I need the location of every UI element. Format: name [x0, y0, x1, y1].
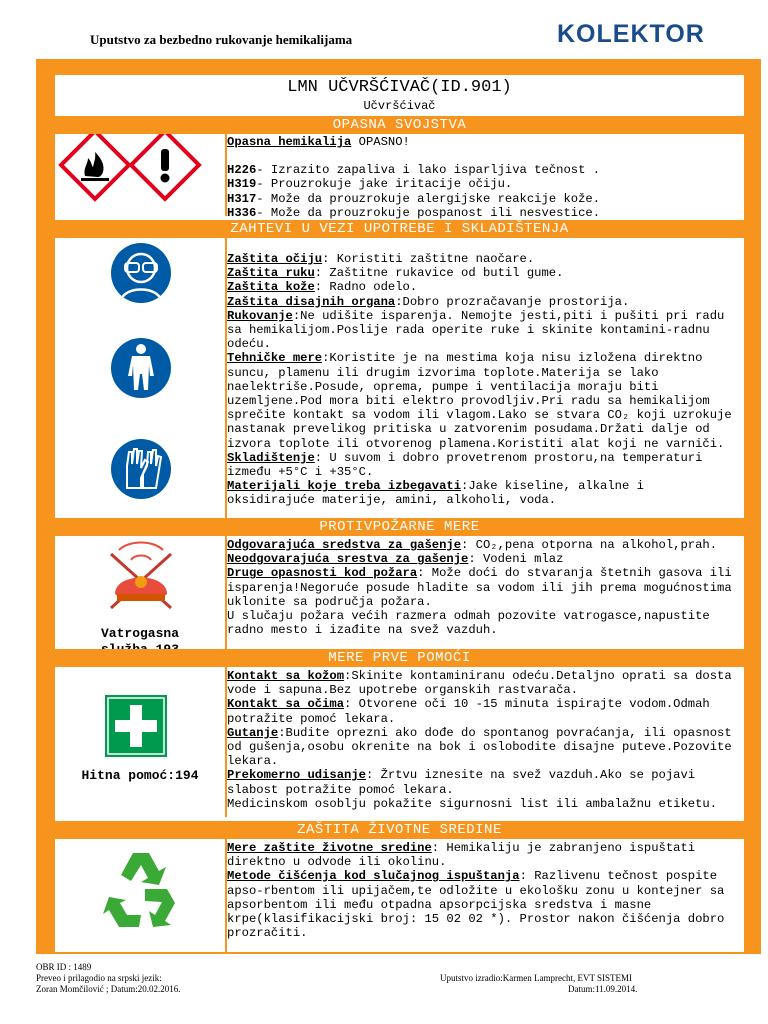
- first-aid-icon-panel: [55, 667, 227, 817]
- usage-section-title: ZAHTEVI U VEZI UPOTREBE I SKLADIŠTENJA: [55, 220, 744, 238]
- hazards-icons: [55, 134, 227, 216]
- usage-icons: [55, 238, 227, 518]
- fire-icon-panel: [55, 536, 227, 662]
- product-subtitle: Učvršćivač: [363, 99, 436, 113]
- protective-clothing-icon: [111, 338, 171, 398]
- recycle-icon: [103, 853, 175, 927]
- kolektor-logo: [557, 18, 747, 48]
- first-aid-item: Medicinskom osoblju pokažite sigurnosni list ili ambalažnu etiketu.: [227, 796, 718, 811]
- gloves-icon: [111, 439, 171, 499]
- footer-author: Uputstvo izradio:Karmen Lamprecht, EVT SISTEMI: [440, 973, 633, 983]
- document-title: Uputstvo za bezbedno rukovanje hemikalijama: [90, 32, 353, 47]
- hazard-statement: H226- Izrazito zapaliva i lako isparljiva tečnost .: [227, 163, 601, 178]
- exclamation-pictogram-icon: [131, 134, 199, 199]
- hazard-statement: H317- Može da prouzrokuje alergijske reakcije kože.: [227, 191, 601, 206]
- environment-item: Mere zaštite životne sredine: Hemikaliju je zabranjeno ispuštati direktno u odvode ili okolinu.: [227, 841, 696, 870]
- usage-item: Zaštita disajnih organa:Dobro prozračavanje prostorija.: [227, 294, 630, 309]
- safety-sheet-frame: [36, 59, 761, 954]
- first-aid-text: [227, 669, 737, 811]
- first-aid-section-title: MERE PRVE POMOĆI: [55, 649, 744, 667]
- first-aid-item: Prekomerno udisanje: Žrtvu iznesite na svež vazduh.Ako se pojavi slabost potražite pomoć lekara.: [227, 768, 696, 797]
- fire-text: [227, 538, 737, 637]
- footer-obr-id: OBR ID : 1489: [36, 962, 92, 972]
- footer-translator-date: Zoran Momčilović ; Datum:20.02.2016.: [36, 984, 181, 994]
- first-aid-item: Kontakt sa kožom:Skinite kontaminiranu odeću.Detaljno oprati sa dosta vode i sapuna.Bez upotrebe organskih rastvarača.: [227, 669, 732, 698]
- usage-item: Zaštita očiju: Koristiti zaštitne naočare.: [227, 252, 535, 266]
- usage-text: [227, 252, 737, 508]
- logo-text: KOLEKTOR: [557, 20, 705, 48]
- environment-item: Metode čišćenja kod slučajnog ispuštanja: Razlivenu tečnost pospite apso-rbentom ili upijačem,te odložite u ekološku zonu u kontejner sa apsorbentom ili među otpadna apsorpcijska sredstva i masne krpe(klasifikacijski broj: 15 02 02 *). Prostor nakon čišćenja dobro prozračiti.: [227, 869, 725, 941]
- fire-section-title: PROTIVPOŽARNE MERE: [55, 518, 744, 536]
- hazard-statement: H319- Prouzrokuje jake iritacije očiju.: [227, 177, 513, 192]
- firefighter-emblem-icon: [111, 543, 171, 609]
- environment-text: [227, 841, 737, 940]
- footer-translated-by: Preveo i prilagodio na srpski jezik:: [36, 973, 162, 983]
- hazards-text: [227, 135, 737, 220]
- flame-pictogram-icon: [61, 134, 129, 199]
- fire-service-label: Vatrogasna: [100, 626, 179, 641]
- usage-item: Zaštita kože: Radno odelo.: [227, 280, 418, 295]
- signal-line: [227, 135, 737, 149]
- fire-item: Druge opasnosti kod požara: Može doći do stvaranja štetnih gasova ili isparenja!Negoruće posude hladite sa vodom ili jih prema mogućnostima uklonite sa područja požara.: [227, 566, 732, 609]
- safety-sheet-body: [55, 75, 744, 952]
- environment-icon-panel: [55, 839, 227, 952]
- fire-item: Neodgovarajuća srestva za gašenje: Vodeni mlaz: [227, 552, 564, 567]
- usage-item: Skladištenje: U suvom i dobro provetrenom prostoru,na temperaturi između +5°C i +35°C.: [227, 450, 703, 480]
- usage-item: Materijali koje treba izbegavati:Jake kiseline, alkalne i oksidirajuće materije, amini, alkoholi, voda.: [227, 479, 644, 508]
- product-name: LMN UČVRŠĆIVAČ(ID.901): [287, 78, 512, 97]
- usage-item: Zaštita ruku: Zaštitne rukavice od butil gume.: [227, 266, 564, 281]
- footer-author-date: Datum:11.09.2014.: [568, 984, 638, 994]
- fire-item: Odgovarajuća sredstva za gašenje: CO₂,pena otporna na alkohol,prah.: [227, 538, 718, 552]
- usage-item: Rukovanje:Ne udišite isparenja. Nemojte jesti,piti i pušiti pri radu sa hemikalijom.Poslije rada operite ruke i skinite kontamini-radnu odeću.: [227, 308, 725, 352]
- hazard-statement: H336- Može da prouzrokuje pospanost ili nesvestice.: [227, 205, 601, 220]
- signal-word: OPASNO!: [351, 135, 410, 149]
- eye-protection-icon: [111, 243, 171, 303]
- hazards-section-title: OPASNA SVOJSTVA: [55, 116, 744, 134]
- first-aid-item: Kontakt sa očima: Otvorene oči 10 -15 minuta ispirajte vodom.Odmah potražite pomoć lekara.: [227, 697, 710, 726]
- first-aid-service-label: Hitna pomoć:194: [81, 768, 199, 783]
- first-aid-cross-icon: [105, 695, 167, 757]
- fire-item: U slučaju požara većih razmera odmah pozovite vatrogasce,napustite radno mesto i izađite na svež vazduh.: [227, 609, 710, 638]
- first-aid-item: Gutanje:Budite oprezni ako dođe do spontanog povraćanja, ili opasnost od gušenja,osobu okrenite na bok i oslobodite disajne puteve.Pozovite lekara.: [227, 725, 732, 769]
- environment-section-title: ZAŠTITA ŽIVOTNE SREDINE: [55, 821, 744, 839]
- signal-label: Opasna hemikalija: [227, 135, 352, 149]
- usage-item: Tehničke mere:Koristite je na mestima koja nisu izložena direktno suncu, plamenu ili drugim izvorima toplote.Materija se lako naelektriše.Posude, oprema, pumpe i ventilacija moraju biti uzemljene.Pod mora biti elektro provodljiv.Pri radu sa hemikalijom sprečite kontakt sa vodom ili vlagom.Lako se stvara CO₂ koji uzrokuje nastanak prevelikog pritiska u zatvorenim posudama.Držati dalje od izvora toplote ili otvorenog plamena.Koristiti alat koji ne varniči.: [227, 351, 732, 451]
